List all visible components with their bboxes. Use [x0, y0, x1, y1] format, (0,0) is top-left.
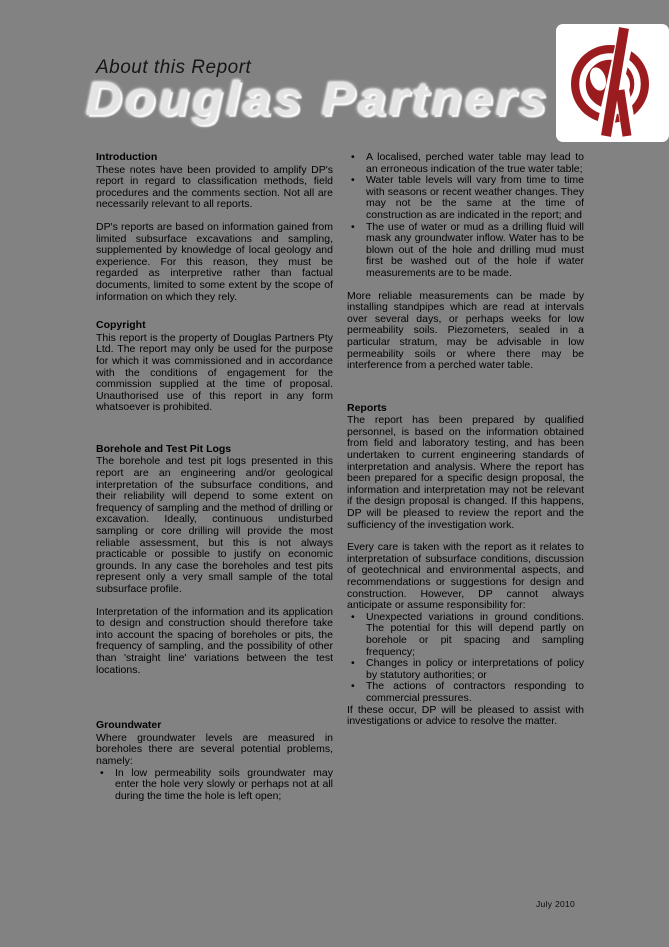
introduction-paragraph: DP's reports are based on information gained from limited subsurface excavations and sampling, supplemented by knowledge of local geology and experience. For this reason, they must be regarded as interpretive rather than factual documents, limited to some extent by the scope of information on which they rely. [96, 220, 333, 303]
groundwater-bullet-list-continued [347, 152, 584, 280]
section-introduction [96, 152, 333, 303]
footer-revision-date: July 2010 [536, 899, 576, 909]
groundwater-bullet: • In low permeability soils groundwater may enter the hole very slowly or perhaps not at all during the time the hole is left open; [96, 768, 333, 803]
reports-bullet-list [347, 612, 584, 705]
section-heading-introduction: Introduction [96, 151, 158, 163]
left-column [96, 152, 333, 802]
section-heading-reports: Reports [347, 401, 387, 414]
groundwater-bullet-list [96, 768, 333, 803]
groundwater-lead: Where groundwater levels are measured in boreholes there are several potential problems, namely: [96, 731, 333, 767]
section-heading-borehole-logs: Borehole and Test Pit Logs [96, 442, 232, 455]
right-column [347, 152, 584, 728]
section-borehole-logs [96, 444, 333, 676]
page-title: About this Report [96, 57, 252, 78]
reports-paragraph: The report has been prepared by qualified personnel, is based on the information obtained from field and laboratory testing, and has been undertaken to current engineering standards of interpretation and analysis. Where the report has been prepared for a specific design proposal, the information and interpretation may not be relevant if the design proposal is changed. If this happens, DP will be pleased to review the report and the sufficiency of the investigation work. [347, 414, 584, 531]
section-groundwater [96, 720, 333, 802]
section-heading-copyright: Copyright [96, 319, 146, 332]
copyright-paragraph: This report is the property of Douglas Partners Pty Ltd. The report may only be used for the purpose for which it was commissioned and in accordance with the conditions of engagement for the commission supplied at the time of proposal. Unauthorised use of this report in any form whatsoever is prohibited. [96, 331, 333, 414]
borehole-logs-paragraph: The borehole and test pit logs presented in this report are an engineering and/or geological interpretation of the subsurface conditions, and their reliability will depend to some extent on frequency of sampling and the method of drilling or excavation. Ideally, continuous undisturbed sampling or core drilling will provide the most reliable assessment, but this is not always practicable or possible to justify on economic grounds. In any case the boreholes and test pits represent only a very small sample of the total subsurface profile. [96, 455, 333, 595]
borehole-logs-paragraph: Interpretation of the information and its application to design and construction should therefore take into account the spacing of boreholes or pits, the frequency of sampling, and the possibility of other than 'straight line' variations between the test locations. [96, 605, 333, 676]
groundwater-closing-paragraph: More reliable measurements can be made by installing standpipes which are read at intervals over several days, or perhaps weeks for low permeability soils. Piezometers, sealed in a particular stratum, may be advisable in low permeability soils or where there may be interference from a perched water table. [347, 289, 584, 372]
introduction-paragraph: These notes have been provided to amplify DP's report in regard to classification methods, field procedures and the comments section. Not all are necessarily relevant to all reports. [96, 163, 333, 211]
reports-paragraph: Every care is taken with the report as it relates to interpretation of subsurface conditions, discussion of geotechnical and environmental aspects, and recommendations or suggestions for design and construction. However, DP cannot always anticipate or assume responsibility for: [347, 541, 584, 612]
reports-bullet: • Changes in policy or interpretations of policy by statutory authorities; or [347, 658, 584, 681]
section-heading-groundwater: Groundwater [96, 719, 162, 732]
groundwater-bullet: • Water table levels will vary from time to time with seasons or recent weather changes. They may not be the same at the time of construction as are indicated in the report; and [347, 175, 584, 221]
groundwater-bullet: • The use of water or mud as a drilling fluid will mask any groundwater inflow. Water has to be blown out of the hole and drilling mud must first be washed out of the hole if water measurements are to be made. [347, 222, 584, 280]
reports-bullet: • The actions of contractors responding to commercial pressures. [347, 681, 584, 704]
section-reports [347, 403, 584, 728]
section-copyright [96, 320, 333, 414]
reports-bullet: • Unexpected variations in ground conditions. The potential for this will depend partly on borehole or pit spacing and sampling frequency; [347, 612, 584, 658]
brand-wordmark: Douglas Partners [86, 72, 550, 125]
reports-closing-paragraph: If these occur, DP will be pleased to assist with investigations or advice to resolve the matter. [347, 703, 584, 728]
logo-background-patch [556, 24, 669, 142]
dp-logo-icon [564, 27, 660, 141]
groundwater-bullet: • A localised, perched water table may lead to an erroneous indication of the true water table; [347, 152, 584, 175]
